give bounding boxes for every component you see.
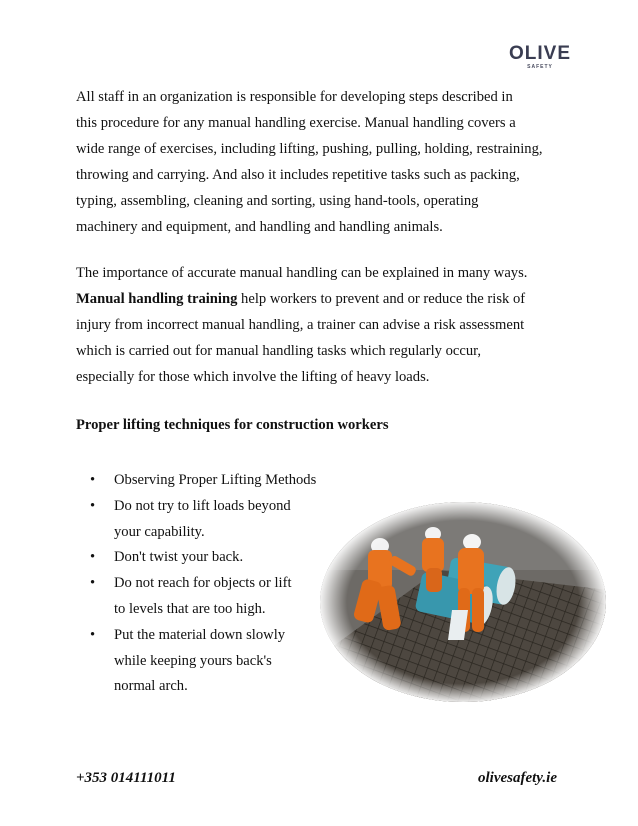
paragraph-line: injury from incorrect manual handling, a trainer can advise a risk assessment [76,317,525,333]
footer-phone: +353 014111011 [76,770,176,786]
workers-lifting-photo [318,500,608,704]
bullet-icon: • [90,497,96,514]
paragraph-line: which is carried out for manual handling tasks which regularly occur, [76,343,482,359]
paragraph-line: All staff in an organization is responsible for developing steps described in [76,89,513,105]
list-item-text: your capability. [114,523,205,540]
paragraph-line: typing, assembling, cleaning and sorting, using hand-tools, operating [76,193,479,209]
list-item [90,571,316,623]
intro-paragraph [76,84,571,240]
list-item [90,468,316,494]
logo-wordmark: OLIVE [508,43,571,64]
section-heading: Proper lifting techniques for construction workers [76,417,389,433]
list-item-text: Observing Proper Lifting Methods [114,472,317,488]
lifting-tips-list [90,468,316,700]
bullet-icon: • [90,575,96,592]
paragraph-line: throwing and carrying. And also it includes repetitive tasks such as packing, [76,167,520,183]
paragraph-line [76,286,571,312]
list-item-text: Do not try to lift loads beyond [114,497,291,514]
bullet-icon: • [90,549,96,566]
olive-safety-logo [505,44,575,70]
manual-handling-training-link-text: Manual handling training [76,291,238,307]
paragraph-line: machinery and equipment, and handling and handling animals. [76,219,443,235]
list-item [90,623,316,700]
footer-website: olivesafety.ie [478,770,557,786]
list-item [90,545,316,571]
logo-tagline: SAFETY [527,64,553,70]
paragraph-line: wide range of exercises, including lifting, pushing, pulling, holding, restraining, [76,141,543,157]
paragraph-line-rest: help workers to prevent and or reduce the risk of [237,291,526,307]
list-item-text: normal arch. [114,678,188,695]
paragraph-line: The importance of accurate manual handling can be explained in many ways. [76,265,528,281]
list-item-text: Do not reach for objects or lift [114,575,292,592]
paragraph-line: this procedure for any manual handling exercise. Manual handling covers a [76,115,516,131]
list-item-text: Don't twist your back. [114,549,244,566]
list-item [90,494,316,546]
list-item-text: to levels that are too high. [114,600,266,617]
bullet-icon: • [90,472,96,488]
paragraph-line: especially for those which involve the lifting of heavy loads. [76,369,430,385]
importance-paragraph [76,260,571,390]
list-item-text: Put the material down slowly [114,626,286,643]
list-item-text: while keeping yours back's [114,652,272,669]
bullet-icon: • [90,626,96,643]
